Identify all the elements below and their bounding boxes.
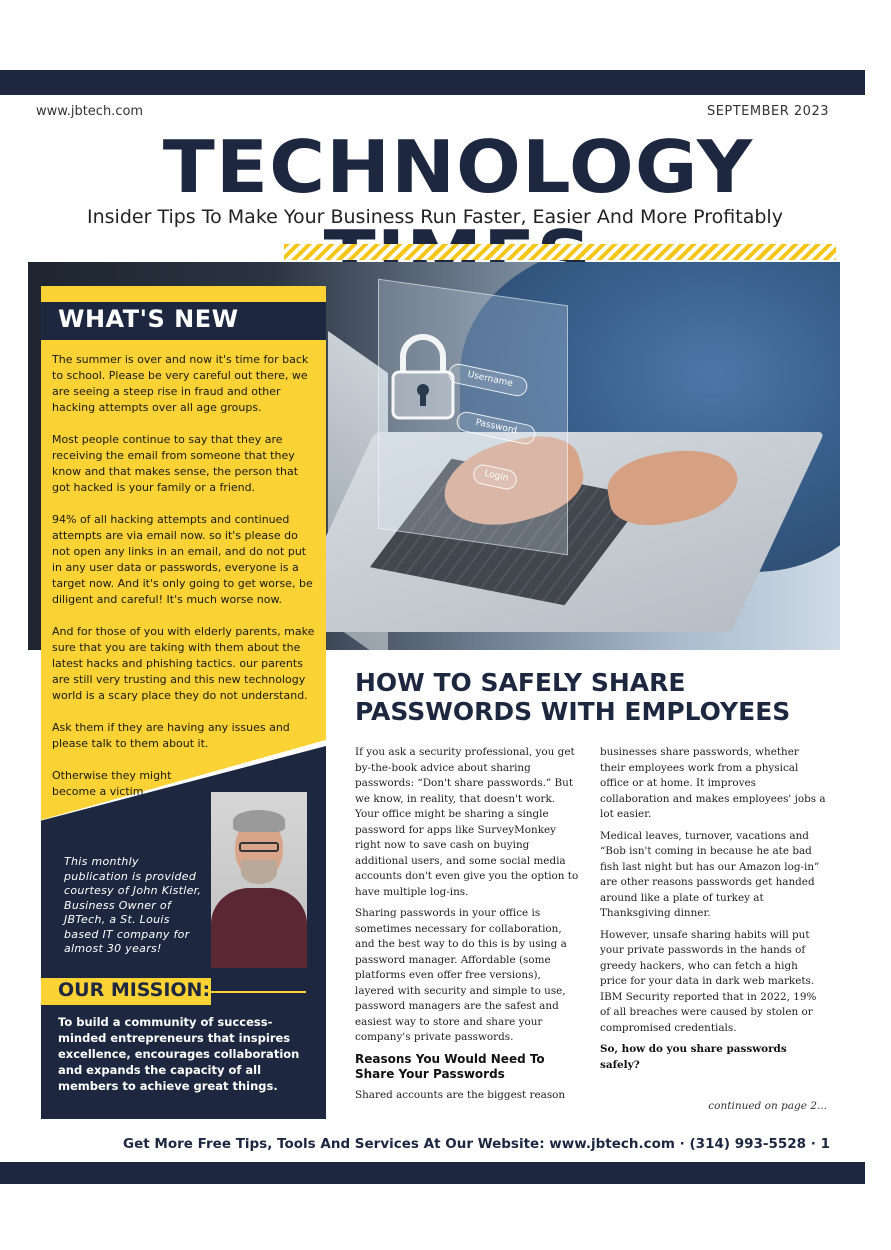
whats-new-paragraph: 94% of all hacking attempts and continued attempts are via email now. so it's please do not open any links in an email, and do not put in any user data or passwords, everyone is a target now. And it's only going to get worse, be diligent and careful! It's much worse now.: [52, 513, 313, 606]
hero-login-button: Login: [471, 463, 518, 492]
whats-new-title: WHAT'S NEW: [58, 305, 239, 333]
padlock-icon: [388, 332, 458, 422]
article-paragraph: Sharing passwords in your office is sometimes necessary for collaboration, and the best way to do this is by using a password manager. Affordable (some platforms even offer free versions), layered with security and simple to use, password managers are the safest and easiest way to store and share your company's private passwords.: [355, 907, 567, 1043]
article-paragraph: Medical leaves, turnover, vacations and “Bob isn't coming in because he ate bad fish last night but has our Amazon log-in” are other reasons passwords get handed around like a plate of turkey at Thanksgiving dinner.: [600, 829, 820, 919]
article-question: So, how do you share passwords safely?: [600, 1043, 787, 1071]
header-url: www.jbtech.com: [36, 104, 144, 119]
article-subheading: Reasons You Would Need To Share Your Passwords: [355, 1051, 545, 1081]
owner-portrait-photo: [211, 792, 307, 968]
portrait-hair: [233, 810, 285, 832]
masthead-title: TECHNOLOGY: [162, 125, 754, 209]
hatch-stripe-decoration: [284, 244, 836, 260]
bottom-banner-bar: [0, 1162, 865, 1184]
portrait-beard: [241, 860, 277, 884]
portrait-glasses: [239, 842, 279, 852]
whats-new-paragraph: The summer is over and now it's time for back to school. Please be very careful out there, we are seeing a steep rise in fraud and other hacking attempts over all age groups.: [52, 353, 309, 414]
mission-statement: To build a community of success-minded entrepreneurs that inspires excellence, encourages collaboration and expands the capacity of all members to achieve great things.: [58, 1015, 300, 1093]
top-banner-bar: [0, 70, 865, 95]
mission-title-underline: [211, 991, 306, 993]
footer-contact-line: Get More Free Tips, Tools And Services At Our Website: www.jbtech.com · (314) 993-5528 · 1: [123, 1136, 830, 1152]
publication-courtesy-note: This monthly publication is provided courtesy of John Kistler, Business Owner of JBTech, a St. Louis based IT company for almost 30 years!: [64, 855, 202, 955]
mission-title: OUR MISSION:: [58, 979, 211, 1001]
hero-password-field: Password: [455, 410, 537, 446]
portrait-sweater: [211, 888, 307, 968]
article-column-1: [355, 745, 581, 1109]
whats-new-body: [52, 352, 318, 816]
whats-new-paragraph: Most people continue to say that they are receiving the email from someone that they know and that makes sense, the person that got hacked is your family or a friend.: [52, 433, 299, 494]
masthead-tagline: Insider Tips To Make Your Business Run Faster, Easier And More Profitably: [87, 206, 783, 228]
article-column-2: [600, 745, 826, 1079]
continued-link[interactable]: continued on page 2...: [708, 1100, 827, 1112]
article-title: HOW TO SAFELY SHARE PASSWORDS WITH EMPLOYEES: [355, 668, 791, 726]
whats-new-paragraph: And for those of you with elderly parents, make sure that you are taking with them about the latest hacks and phishing tactics. our parents are still very trusting and this new technology world is a scary place they do not understand.: [52, 625, 315, 702]
hero-username-field: Username: [447, 362, 529, 398]
article-paragraph: However, unsafe sharing habits will put your private passwords in the hands of greedy hackers, who can fetch a high price for your data in dark web markets. IBM Security reported that in 2022, 19% of all breaches were caused by stolen or compromised credentials.: [600, 928, 817, 1034]
article-paragraph: Shared accounts are the biggest reason: [355, 1088, 566, 1101]
article-paragraph: businesses share passwords, whether their employees work from a physical office or at home. It improves collaboration and makes employees' jobs a lot easier.: [600, 746, 826, 820]
whats-new-paragraph: Ask them if they are having any issues and please talk to them about it.: [52, 721, 290, 750]
header-date: SEPTEMBER 2023: [706, 104, 829, 119]
article-paragraph: If you ask a security professional, you get by-the-book advice about sharing passwords: “Don't share passwords.” But we know, in reality, that doesn't work. Your office might be sharing a single password for apps like SurveyMonkey right now to save cash on buying additional users, and some social media accounts don't even give you the option to have multiple log-ins.: [355, 746, 579, 898]
whats-new-paragraph: Otherwise they might become a victim.: [52, 769, 172, 798]
